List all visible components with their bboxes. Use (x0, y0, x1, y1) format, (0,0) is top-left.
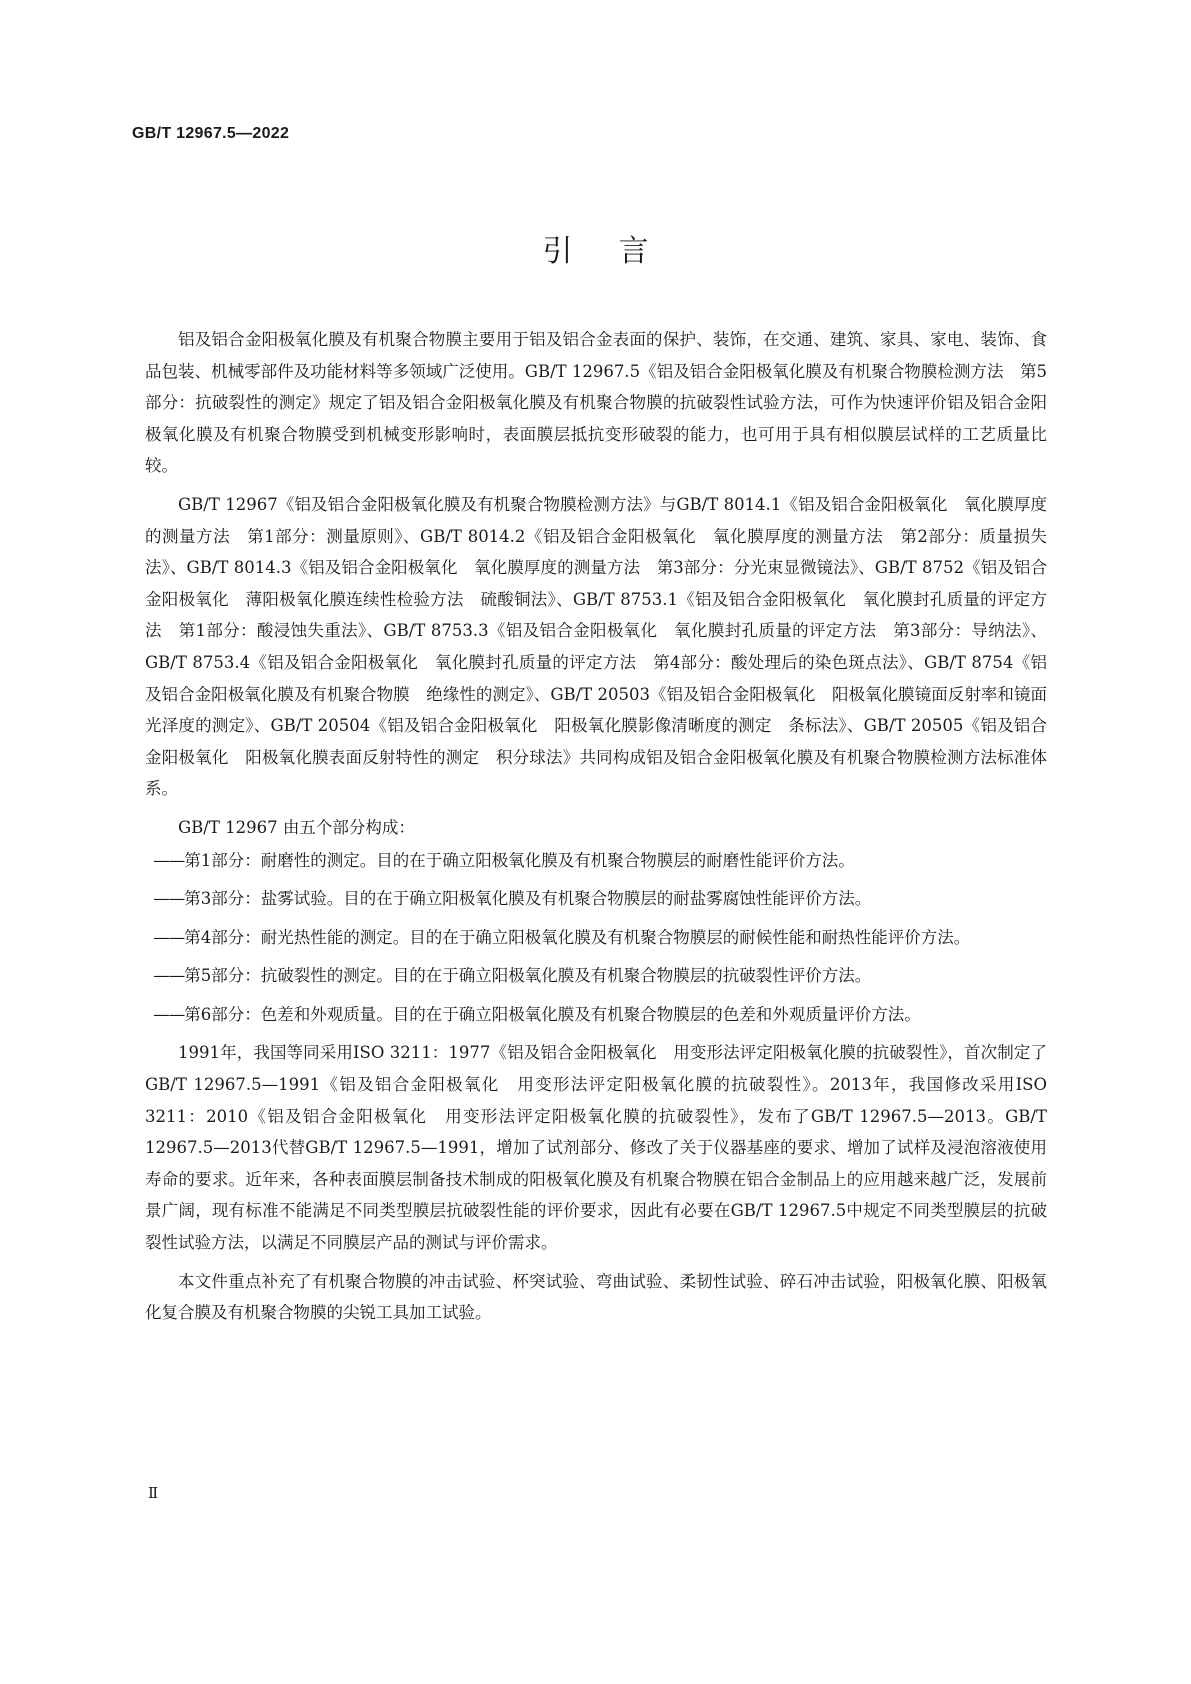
main-content (145, 324, 1047, 1336)
paragraph-standard-system: GB/T 12967《铝及铝合金阳极氧化膜及有机聚合物膜检测方法》与GB/T 8014.1《铝及铝合金阳极氧化 氧化膜厚度的测量方法 第1部分：测量原则》、GB/T 8014.2《铝及铝合金阳极氧化 氧化膜厚度的测量方法 第2部分：质量损失法》、GB/T 8014.3《铝及铝合金阳极氧化 氧化膜厚度的测量方法 第3部分：分光束显微镜法》、GB/T 8752《铝及铝合金阳极氧化 薄阳极氧化膜连续性检验方法 硫酸铜法》、GB/T 8753.1《铝及铝合金阳极氧化 氧化膜封孔质量的评定方法 第1部分：酸浸蚀失重法》、GB/T 8753.3《铝及铝合金阳极氧化 氧化膜封孔质量的评定方法 第3部分：导纳法》、GB/T 8753.4《铝及铝合金阳极氧化 氧化膜封孔质量的评定方法 第4部分：酸处理后的染色斑点法》、GB/T 8754《铝及铝合金阳极氧化膜及有机聚合物膜 绝缘性的测定》、GB/T 20503《铝及铝合金阳极氧化 阳极氧化膜镜面反射率和镜面光泽度的测定》、GB/T 20504《铝及铝合金阳极氧化 阳极氧化膜影像清晰度的测定 条标法》、GB/T 20505《铝及铝合金阳极氧化 阳极氧化膜表面反射特性的测定 积分球法》共同构成铝及铝合金阳极氧化膜及有机聚合物膜检测方法标准体系。 (145, 494, 1047, 799)
list-dash: —— (153, 927, 185, 947)
list-item-text: 第6部分：色差和外观质量。目的在于确立阳极氧化膜及有机聚合物膜层的色差和外观质量评价方法。 (184, 1004, 921, 1024)
list-dash: —— (153, 850, 185, 870)
list-item-text: 第5部分：抗破裂性的测定。目的在于确立阳极氧化膜及有机聚合物膜层的抗破裂性评价方法。 (184, 966, 872, 986)
list-dash: —— (153, 1004, 185, 1024)
page-title: 引言 (542, 234, 695, 269)
page-number: Ⅱ (148, 1484, 159, 1502)
paragraph-history: 1991年，我国等同采用ISO 3211：1977《铝及铝合金阳极氧化 用变形法评定阳极氧化膜的抗破裂性》，首次制定了GB/T 12967.5—1991《铝及铝合金阳极氧化 用变形法评定阳极氧化膜的抗破裂性》。2013年，我国修改采用ISO 3211：2010《铝及铝合金阳极氧化 用变形法评定阳极氧化膜的抗破裂性》，发布了GB/T 12967.5—2013。GB/T 12967.5—2013代替GB/T 12967.5—1991，增加了试剂部分、修改了关于仪器基座的要求、增加了试样及浸泡溶液使用寿命的要求。近年来，各种表面膜层制备技术制成的阳极氧化膜及有机聚合物膜在铝合金制品上的应用越来越广泛，发展前景广阔，现有标准不能满足不同类型膜层抗破裂性能的评价要求，因此有必要在GB/T 12967.5中规定不同类型膜层的抗破裂性试验方法，以满足不同膜层产品的测试与评价需求。 (145, 1043, 1047, 1253)
list-dash: —— (153, 966, 185, 986)
list-item (147, 999, 1047, 1031)
paragraph-scope: 铝及铝合金阳极氧化膜及有机聚合物膜主要用于铝及铝合金表面的保护、装饰，在交通、建筑、家具、家电、装饰、食品包装、机械零部件及功能材料等多领域广泛使用。GB/T 12967.5《铝及铝合金阳极氧化膜及有机聚合物膜检测方法 第5部分：抗破裂性的测定》规定了铝及铝合金阳极氧化膜及有机聚合物膜的抗破裂性试验方法，可作为快速评价铝及铝合金阳极氧化膜及有机聚合物膜受到机械变形影响时，表面膜层抵抗变形破裂的能力，也可用于具有相似膜层试样的工艺质量比较。 (145, 330, 1047, 476)
list-item (147, 845, 1047, 877)
list-item (147, 922, 1047, 954)
paragraph-supplement: 本文件重点补充了有机聚合物膜的冲击试验、杯突试验、弯曲试验、柔韧性试验、碎石冲击试验，阳极氧化膜、阳极氧化复合膜及有机聚合物膜的尖锐工具加工试验。 (145, 1271, 1047, 1323)
list-item-text: 第4部分：耐光热性能的测定。目的在于确立阳极氧化膜及有机聚合物膜层的耐候性能和耐热性能评价方法。 (184, 927, 971, 947)
list-item (147, 883, 1047, 915)
list-item-text: 第1部分：耐磨性的测定。目的在于确立阳极氧化膜及有机聚合物膜层的耐磨性能评价方法。 (184, 850, 855, 870)
list-item-text: 第3部分：盐雾试验。目的在于确立阳极氧化膜及有机聚合物膜层的耐盐雾腐蚀性能评价方法。 (184, 889, 872, 909)
standard-code: GB/T 12967.5—2022 (132, 125, 290, 142)
list-dash: —— (153, 889, 185, 909)
paragraph-parts-intro: GB/T 12967 由五个部分构成： (178, 817, 415, 837)
list-item (147, 960, 1047, 992)
